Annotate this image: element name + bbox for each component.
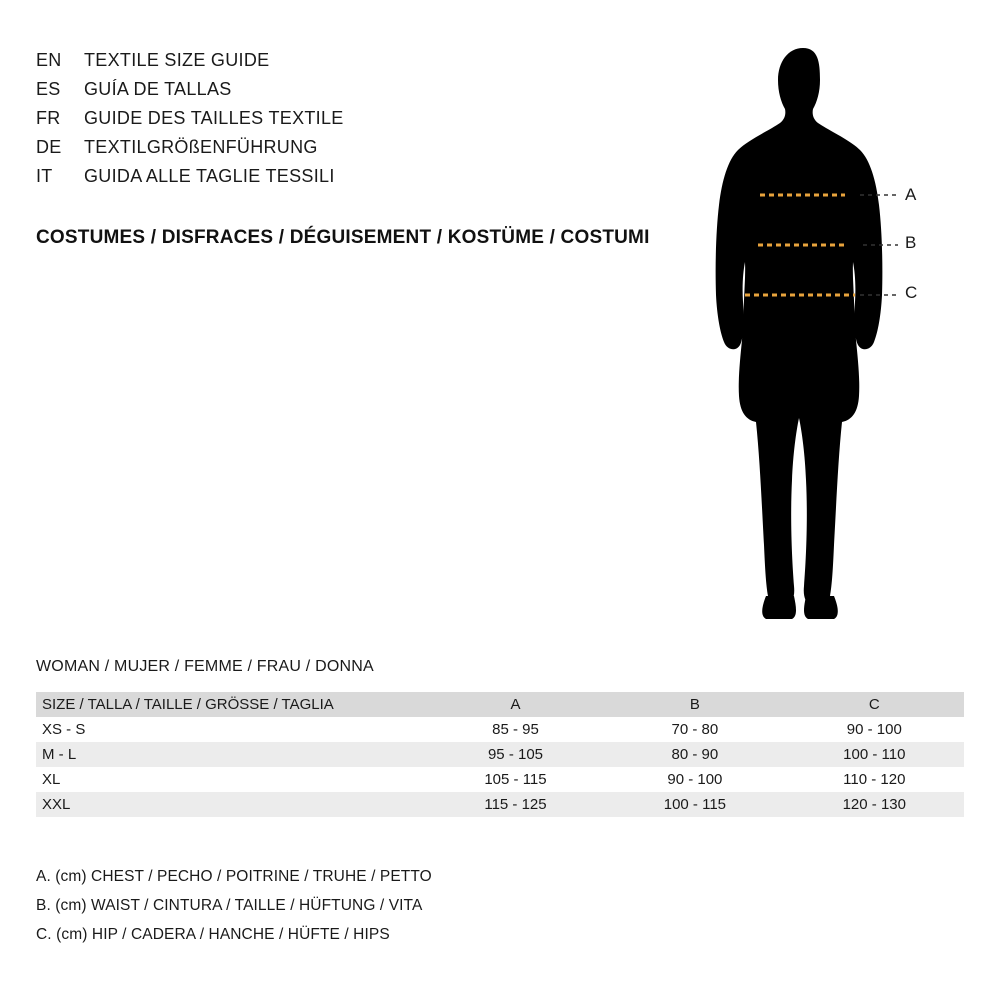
cell-a: 105 - 115 bbox=[484, 771, 547, 788]
language-title-block bbox=[36, 50, 676, 195]
cell-b: 70 - 80 bbox=[671, 721, 719, 738]
header-b: B bbox=[605, 692, 784, 717]
female-silhouette-figure bbox=[700, 40, 930, 620]
language-row-de bbox=[36, 137, 676, 166]
language-text-es: GUÍA DE TALLAS bbox=[84, 79, 232, 99]
language-text-fr: GUIDE DES TAILLES TEXTILE bbox=[84, 108, 344, 128]
language-text-it: GUIDA ALLE TAGLIE TESSILI bbox=[84, 166, 335, 186]
language-code-de: DE bbox=[36, 137, 62, 157]
language-text-en: TEXTILE SIZE GUIDE bbox=[84, 50, 270, 70]
language-row-fr bbox=[36, 108, 676, 137]
size-table bbox=[36, 692, 964, 817]
cell-a: 85 - 95 bbox=[492, 721, 539, 738]
header-c: C bbox=[785, 692, 964, 717]
table-header-row bbox=[36, 692, 964, 717]
cell-a: 115 - 125 bbox=[484, 796, 547, 813]
table-row bbox=[36, 792, 964, 817]
silhouette-shape bbox=[716, 48, 883, 619]
cell-c: 120 - 130 bbox=[842, 796, 906, 813]
cell-b: 90 - 100 bbox=[667, 771, 723, 788]
table-section-title: WOMAN / MUJER / FEMME / FRAU / DONNA bbox=[36, 658, 374, 675]
language-row-es bbox=[36, 79, 676, 108]
cell-size: M - L bbox=[42, 746, 77, 763]
language-code-it: IT bbox=[36, 166, 53, 186]
language-code-es: ES bbox=[36, 79, 61, 99]
table-row bbox=[36, 717, 964, 742]
table-row bbox=[36, 742, 964, 767]
language-code-fr: FR bbox=[36, 108, 61, 128]
cell-size: XL bbox=[42, 771, 61, 788]
cell-size: XXL bbox=[42, 796, 71, 813]
marker-label-c: C bbox=[905, 283, 918, 302]
language-row-en bbox=[36, 50, 676, 79]
marker-label-b: B bbox=[905, 233, 917, 252]
cell-b: 80 - 90 bbox=[671, 746, 719, 763]
cell-size: XS - S bbox=[42, 721, 86, 738]
cell-b: 100 - 115 bbox=[663, 796, 727, 813]
language-code-en: EN bbox=[36, 50, 62, 70]
cell-c: 100 - 110 bbox=[843, 746, 906, 763]
cell-c: 110 - 120 bbox=[843, 771, 906, 788]
cell-a: 95 - 105 bbox=[487, 746, 544, 763]
measurement-notes bbox=[36, 862, 836, 949]
note-chest: A. (cm) CHEST / PECHO / POITRINE / TRUHE / PETTO bbox=[36, 868, 432, 885]
note-waist: B. (cm) WAIST / CINTURA / TAILLE / HÜFTUNG / VITA bbox=[36, 897, 423, 914]
language-row-it bbox=[36, 166, 676, 195]
note-hip: C. (cm) HIP / CADERA / HANCHE / HÜFTE / HIPS bbox=[36, 926, 390, 943]
cell-c: 90 - 100 bbox=[846, 721, 902, 738]
table-row bbox=[36, 767, 964, 792]
marker-label-a: A bbox=[905, 185, 917, 204]
header-a: A bbox=[426, 692, 605, 717]
costumes-heading: COSTUMES / DISFRACES / DÉGUISEMENT / KOSTÜME / COSTUMI bbox=[36, 227, 650, 248]
header-size: SIZE / TALLA / TAILLE / GRÖSSE / TAGLIA bbox=[36, 692, 426, 717]
language-text-de: TEXTILGRÖßENFÜHRUNG bbox=[84, 137, 318, 157]
